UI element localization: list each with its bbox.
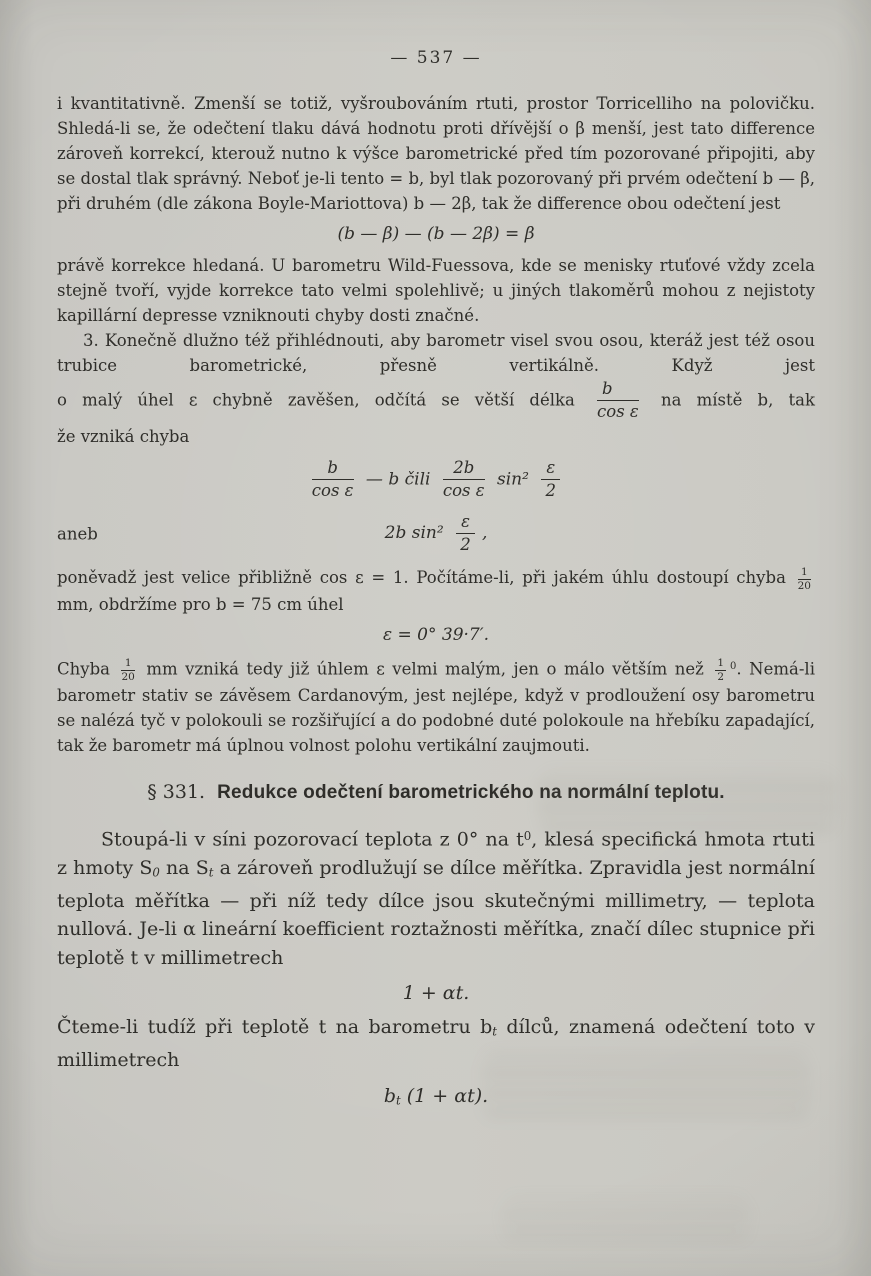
fraction-1-over-20	[121, 658, 134, 683]
text-run: dílců, znamená odečtení toto v millimetrech	[57, 1016, 815, 1072]
fraction-b-over-cos-inline	[597, 380, 639, 422]
fraction-b-over-cos	[312, 459, 354, 501]
superscript-0: 0	[523, 828, 532, 843]
formula-reading-mm	[57, 1085, 815, 1108]
fraction-1-over-2	[715, 658, 726, 683]
paragraph-4	[57, 565, 815, 617]
text-run: na S	[159, 856, 209, 879]
fraction-2b-over-cos	[443, 459, 485, 501]
subscript-t: t	[208, 865, 214, 880]
numerator: ε	[456, 513, 475, 534]
numerator: 1	[798, 567, 811, 580]
text-run: . Nemá-li barometr stativ se závěsem Cardanovým, jest nejlépe, když v prodloužení osy barometru se nalézá tyč v polokouli se rozšiřující a do podobné duté polokoule na hřebíku zapadající, tak že barometr má úplnou volnost polohu vertikální zaujmouti.	[57, 659, 815, 755]
denominator: 2	[545, 481, 557, 501]
paragraph-3	[57, 328, 815, 449]
denominator: 2	[717, 670, 725, 683]
paragraph-2: právě korrekce hledaná. U barometru Wild-Fuessova, kde se menisky rtuťové vždy zcela stejně tvoří, vyjde korrekce tato velmi spolehlivě; u jiných tlakoměrů mohou z nejistoty kapillární depresse vzniknouti chyby dosti značné.	[57, 256, 815, 325]
denominator: 20	[797, 579, 811, 592]
text-run: poněvadž jest velice přibližně cos ε = 1. Počítáme-li, při jakém úhlu dostoupí chyba	[57, 567, 786, 587]
subscript-t: t	[492, 1024, 497, 1039]
formula-text: (1 + αt).	[400, 1084, 489, 1107]
formula-text: 2b sin²	[384, 523, 444, 544]
denominator: cos ε	[597, 402, 639, 422]
text-run: Stoupá-li v síni pozorovací teplota z 0° na t	[101, 828, 524, 851]
paragraph-7	[57, 1013, 815, 1075]
fraction-eps-over-2	[541, 459, 560, 501]
formula-correction: (b — β) — (b — 2β) = β	[337, 224, 535, 244]
subscript-t: t	[395, 1093, 401, 1108]
numerator: b	[312, 459, 354, 480]
denominator: 2	[460, 535, 471, 555]
denominator: cos ε	[311, 481, 354, 501]
text-run: na místě b, tak	[660, 390, 815, 410]
sin-squared-text: sin²	[497, 469, 529, 490]
formula-mid-text: — b čili	[365, 469, 431, 490]
paragraph-6	[57, 822, 815, 972]
numerator: b	[597, 380, 639, 401]
numerator: ε	[541, 459, 560, 480]
text-run: Chyba	[57, 659, 110, 679]
text-run: , klesá specifická hmota rtuti z hmoty S	[57, 828, 815, 879]
text-run: Čteme-li tudíž při teplotě t na barometru b	[57, 1016, 493, 1039]
paragraph-3-end: že vzniká chyba	[57, 426, 190, 446]
formula-error-expression	[57, 459, 815, 501]
section-heading-331	[57, 776, 815, 804]
formula-text: b	[383, 1084, 396, 1107]
numerator: 1	[121, 658, 134, 671]
formula-comma: ,	[481, 523, 488, 544]
denominator: 20	[121, 670, 135, 683]
text-run: mm, obdržíme pro b = 75 cm úhel	[57, 594, 344, 614]
page-number: — 537 —	[390, 48, 482, 68]
degree-superscript: 0	[730, 660, 737, 672]
fraction-1-over-20	[798, 567, 811, 592]
denominator: cos ε	[442, 481, 485, 501]
formula-2b-sin	[384, 511, 488, 555]
formula-scale-division: 1 + αt.	[402, 982, 470, 1005]
text-run: a zároveň prodlužují se dílce měřítka. Zpravidla jest normální teplota měřítka — při níž tedy dílce jsou skutečnými millimetry, — teplota nullová. Je-li α lineární koefficient roztažnosti měřítka, značí dílec stupnice při teplotě t v millimetrech	[57, 856, 815, 969]
section-number: § 331.	[147, 780, 206, 803]
formula-aneb-row	[57, 513, 815, 555]
section-title: Redukce odečtení barometrického na normální teplotu.	[217, 781, 725, 803]
text-run: o malý úhel ε chybně zavěšen, odčítá se větší délka	[57, 390, 575, 410]
numerator: 1	[715, 658, 726, 671]
paragraph-3-fraction-line	[57, 380, 815, 422]
ink-bleed-stain	[501, 1196, 751, 1240]
paragraph-3-start: 3. Konečně dlužno též přihlédnouti, aby barometr visel svou osou, kteráž jest též osou trubice barometrické, přesně vertikálně. Když jest	[57, 331, 815, 375]
paragraph-1: i kvantitativně. Zmenší se totiž, vyšroubováním rtuti, prostor Torricelliho na polovičku. Shledá-li se, že odečtení tlaku dává hodnotu proti dřívější o β menší, jest tato difference zároveň korrekcí, kterouž nutno k výšce barometrické před tím pozorované připojiti, aby se dostal tlak správný. Neboť je-li tento = b, byl tlak pozorovaný při prvém odečtení b — β, při druhém (dle zákona Boyle-Mariottova) b — 2β, tak že difference obou odečtení jest	[57, 94, 815, 213]
formula-angle-result: ε = 0° 39·7′.	[382, 624, 489, 645]
numerator: 2b	[443, 459, 485, 480]
text-run: mm vzniká tedy již úhlem ε velmi malým, jen o málo větším než	[146, 659, 704, 679]
fraction-eps-over-2-small	[456, 513, 475, 555]
aneb-label: aneb	[57, 524, 98, 544]
paragraph-5	[57, 654, 815, 758]
subscript-0: 0	[152, 865, 160, 880]
